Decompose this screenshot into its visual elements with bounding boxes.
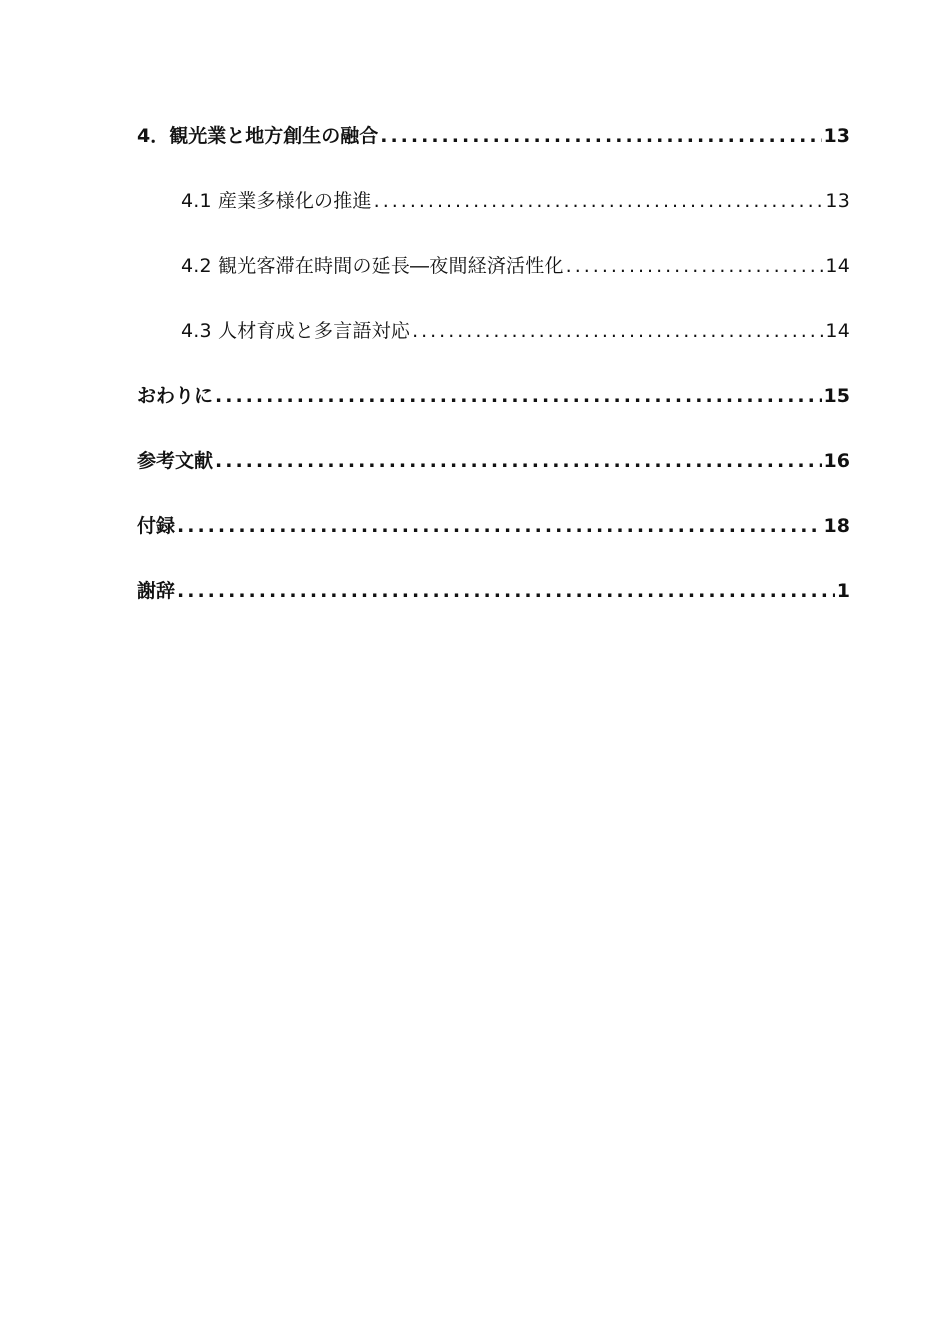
toc-entry-title: 参考文献 bbox=[137, 450, 214, 472]
toc-entry-title: 謝辞 bbox=[137, 580, 176, 602]
toc-dot-leader bbox=[412, 313, 823, 349]
toc-dot-leader bbox=[374, 183, 824, 219]
toc-dot-leader bbox=[177, 508, 822, 544]
toc-entry-page-number: 15 bbox=[823, 385, 850, 407]
toc-entry-section-4-3[interactable] bbox=[137, 313, 850, 378]
table-of-contents bbox=[137, 118, 850, 638]
toc-entry-conclusion[interactable] bbox=[137, 378, 850, 443]
toc-dot-leader bbox=[215, 378, 822, 414]
toc-entry-chapter-4[interactable] bbox=[137, 118, 850, 183]
toc-entry-title: 4.2 観光客滞在時間の延長―夜間経済活性化 bbox=[181, 255, 564, 277]
toc-dot-leader bbox=[380, 118, 821, 154]
toc-entry-title: 4.3 人材育成と多言語対応 bbox=[181, 320, 411, 342]
toc-entry-page-number: 13 bbox=[825, 190, 850, 212]
toc-entry-appendix[interactable] bbox=[137, 508, 850, 573]
toc-entry-page-number: 1 bbox=[836, 580, 850, 602]
toc-entry-acknowledgements[interactable] bbox=[137, 573, 850, 638]
toc-entry-title: 付録 bbox=[137, 515, 176, 537]
toc-entry-page-number: 14 bbox=[825, 255, 850, 277]
toc-entry-references[interactable] bbox=[137, 443, 850, 508]
toc-dot-leader bbox=[566, 248, 824, 284]
toc-entry-page-number: 14 bbox=[825, 320, 850, 342]
toc-entry-section-4-1[interactable] bbox=[137, 183, 850, 248]
toc-entry-page-number: 18 bbox=[823, 515, 850, 537]
toc-dot-leader bbox=[215, 443, 822, 479]
toc-entry-page-number: 13 bbox=[823, 125, 850, 147]
toc-dot-leader bbox=[177, 573, 835, 609]
toc-entry-title: おわりに bbox=[137, 385, 214, 407]
toc-entry-section-4-2[interactable] bbox=[137, 248, 850, 313]
toc-entry-page-number: 16 bbox=[823, 450, 850, 472]
toc-entry-title: 4.1 産業多様化の推進 bbox=[181, 190, 372, 212]
toc-entry-title: 4．観光業と地方創生の融合 bbox=[137, 125, 379, 147]
